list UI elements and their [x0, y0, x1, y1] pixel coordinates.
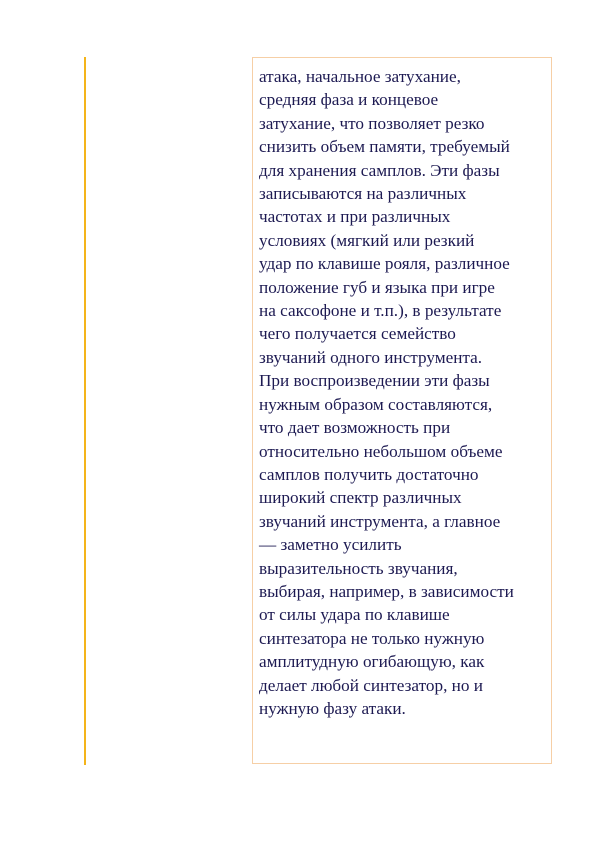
body-paragraph: [259, 65, 551, 720]
text-line: При воспроизведении эти фазы: [259, 371, 490, 391]
text-line: средняя фаза и концевое: [259, 90, 439, 110]
text-line: положение губ и языка при игре: [259, 277, 495, 297]
text-line: на саксофоне и т.п.), в результате: [259, 301, 502, 321]
text-line: частотах и при различных: [259, 207, 451, 227]
text-line: записываются на различных: [259, 184, 467, 204]
text-line: амплитудную огибающую, как: [259, 652, 485, 672]
text-line: относительно небольшом объеме: [259, 441, 503, 461]
text-line: условиях (мягкий или резкий: [259, 230, 475, 250]
text-line: делает любой синтезатор, но и: [259, 675, 483, 695]
text-line: снизить объем памяти, требуемый: [259, 137, 510, 157]
text-line: синтезатора не только нужную: [259, 628, 485, 648]
text-line: нужную фазу атаки.: [259, 698, 406, 718]
text-line: выразительность звучания,: [259, 558, 458, 578]
text-line: — заметно усилить: [259, 535, 402, 555]
text-line: нужным образом составляются,: [259, 394, 493, 414]
text-line: атака, начальное затухание,: [259, 67, 461, 86]
text-line: самплов получить достаточно: [259, 464, 479, 484]
text-line: затухание, что позволяет резко: [259, 113, 485, 133]
text-line: чего получается семейство: [259, 324, 456, 344]
text-line: что дает возможность при: [259, 418, 451, 438]
text-frame: [252, 57, 552, 764]
text-line: выбирая, например, в зависимости: [259, 581, 514, 601]
text-line: звучаний инструмента, а главное: [259, 511, 501, 531]
left-margin-rule: [84, 57, 86, 765]
text-line: от силы удара по клавише: [259, 605, 450, 625]
text-line: удар по клавише рояля, различное: [259, 254, 510, 274]
text-line: для хранения самплов. Эти фазы: [259, 160, 500, 180]
text-line: звучаний одного инструмента.: [259, 347, 483, 367]
text-line: широкий спектр различных: [259, 488, 462, 508]
